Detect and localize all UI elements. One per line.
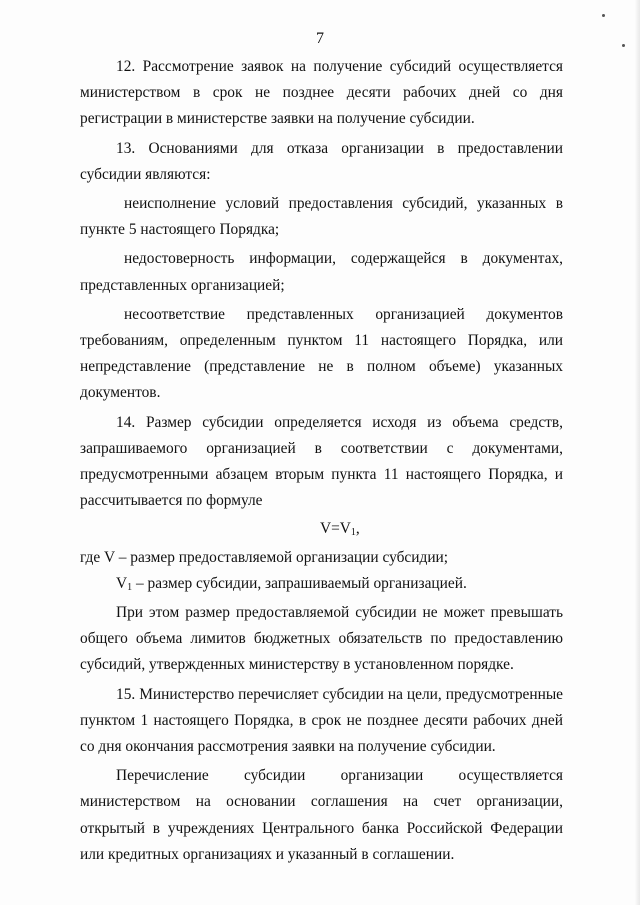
- paragraph-13: 13. Основаниями для отказа организации в предоставлении субсидии являются:: [80, 139, 563, 183]
- paragraph-13-item-2: недостоверность информации, содержащейся в документах, представленных организацией;: [80, 250, 563, 294]
- scan-speck: [602, 14, 605, 17]
- paragraph-13-item-1: неисполнение условий предоставления субсидий, указанных в пункте 5 настоящего Порядка;: [80, 195, 563, 239]
- document-body: [80, 54, 563, 868]
- paragraph-15: 15. Министерство перечисляет субсидии на цели, предусмотренные пунктом 1 настоящего Порядка, в срок не позднее десяти рабочих дней со дня окончания рассмотрения заявки на получение субсидии.: [80, 685, 563, 756]
- definition-v1: [80, 571, 563, 597]
- definition-v: где V – размер предоставляемой организации субсидии;: [80, 548, 449, 566]
- formula-end: ,: [355, 520, 360, 538]
- definition-v1-symbol: V: [116, 574, 128, 592]
- formula-left: V=V: [320, 520, 351, 538]
- formula-subscript: 1: [350, 527, 356, 539]
- scan-edge-shadow: [634, 0, 640, 905]
- paragraph-14: 14. Размер субсидии определяется исходя из объема средств, запрашиваемого организацией в соответствии с документами, предусмотренными абзацем вторым пункта 11 настоящего Порядка, и рассчитывается по формуле: [80, 413, 563, 510]
- paragraph-14-note: При этом размер предоставляемой субсидии не может превышать общего объема лимитов бюджетных обязательств по предоставлению субсидий, утвержденных министерству в установленном порядке.: [80, 604, 563, 674]
- paragraph-12: 12. Рассмотрение заявок на получение субсидий осуществляется министерством в срок не позднее десяти рабочих дней со дня регистрации в министерстве заявки на получение субсидии.: [80, 58, 563, 128]
- definition-v1-text: – размер субсидии, запрашиваемый организацией.: [132, 574, 467, 592]
- paragraph-15-transfer: Перечисление субсидии организации осуществляется министерством на основании соглашения на счет организации, открытый в учреждениях Центрального банка Российской Федерации или кредитных организациях и указанный в соглашении.: [80, 767, 563, 863]
- definition-v1-subscript: 1: [127, 581, 133, 593]
- formula: [80, 516, 563, 542]
- paragraph-13-item-3: несоответствие представленных организацией документов требованиям, определенным пунктом 11 настоящего Порядка, или непредставление (представление не в полном объеме) указанных документов.: [80, 305, 563, 402]
- page-number: 7: [316, 30, 324, 47]
